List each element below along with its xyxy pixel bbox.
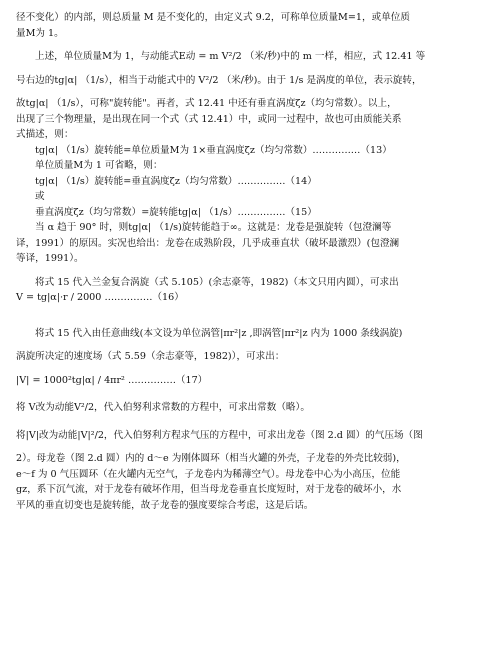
text-line: e～f 为 0 气压圆环（在火罐内无空气，子龙卷内为稀薄空气）。母龙卷中心为小高压，位能: [16, 468, 401, 480]
equation-line: V = tg|α|·r / 2000 ……………（16）: [16, 292, 184, 303]
equation-line: tg|α| （1/s）旋转能=单位质量M为 1×垂直涡度ζz（均匀常数）……………（13）: [35, 144, 392, 156]
text-line: 或: [35, 191, 45, 202]
text-line: 量M为 1。: [16, 27, 64, 39]
text-line: gz，系下沉气流，对于龙卷有破坏作用，但当母龙卷垂直长度短时，对于龙卷的破坏小，水: [16, 484, 402, 495]
document-page: [16, 10, 481, 513]
text-line: 将 V改为动能V²/2，代入伯努利求常数的方程中，可求出常数（略）。: [16, 402, 310, 413]
text-line: 单位质量M为 1 可省略，则：: [35, 160, 163, 171]
text-line: 将式 15 代入由任意曲线(本文设为单位涡管|πr²|z ,即涡管|πr²|z 内为 1000 条线涡旋): [35, 327, 403, 339]
text-line: 当 α 趋于 90° 时，则tg|α| （1/s)旋转能趋于∞。这就是：龙卷是强旋转（包澄澜等: [35, 222, 392, 233]
text-line: 上述，单位质量M为 1，与动能式E动 = m V²/2 （米/秒)中的 m 一样，相应，式 12.41 等: [35, 51, 426, 62]
text-line: 译，1991）的原因。实况也给出：龙卷在成熟阶段，几乎成垂直状（破坏最激烈）(包澄澜: [16, 237, 400, 249]
text-line: 式描述，则：: [16, 129, 74, 140]
text-line: 径不变化）的内部，则总质量 M 是不变化的，由定义式 9.2，可称单位质量M=1，或单位质: [16, 12, 410, 23]
equation-line: |V| = 1000²tg|α| / 4πr² ……………（17）: [16, 374, 208, 386]
equation-line: tg|α| （1/s）旋转能=垂直涡度ζz（均匀常数）……………（14）: [35, 175, 317, 187]
text-line: 故tg|α| （1/s），可称"旋转能"。再者，式 12.41 中还有垂直涡度ζz（均匀常数）。以上，: [16, 98, 397, 109]
text-line: 平风的垂直切变也是旋转能，故子龙卷的强度要综合考虑，这是后话。: [16, 499, 314, 511]
text-line: 涡旋所决定的速度场（式 5.59（余志豪等，1982)），可求出：: [16, 351, 285, 362]
text-line: 号右边的tg|α| （1/s），相当于动能式中的 V²/2 （米/秒)。由于 1/s 是涡度的单位，表示旋转，: [16, 74, 422, 86]
text-line: 等译，1991）。: [16, 253, 84, 264]
text-line: 2）。母龙卷（图 2.d 圆）内的 d～e 为刚体圆环（相当火罐的外壳，子龙卷的外壳比较弱)，: [16, 453, 406, 464]
equation-line: 垂直涡度ζz（均匀常数）=旋转能tg|α| （1/s）……………（15）: [35, 206, 317, 218]
text-line: 将|V|改为动能|V|²/2，代入伯努利方程求气压的方程中，可求出龙卷（图 2.d 圆）的气压场（图: [16, 429, 423, 441]
text-line: 将式 15 代入兰金复合涡旋（式 5.105）(余志豪等，1982)（本文只用内圆），可求出: [35, 276, 399, 288]
text-line: 出现了三个物理量，是出现在同一个式（式 12.41）中，或同一过程中，故也可由质能关系: [16, 113, 402, 125]
